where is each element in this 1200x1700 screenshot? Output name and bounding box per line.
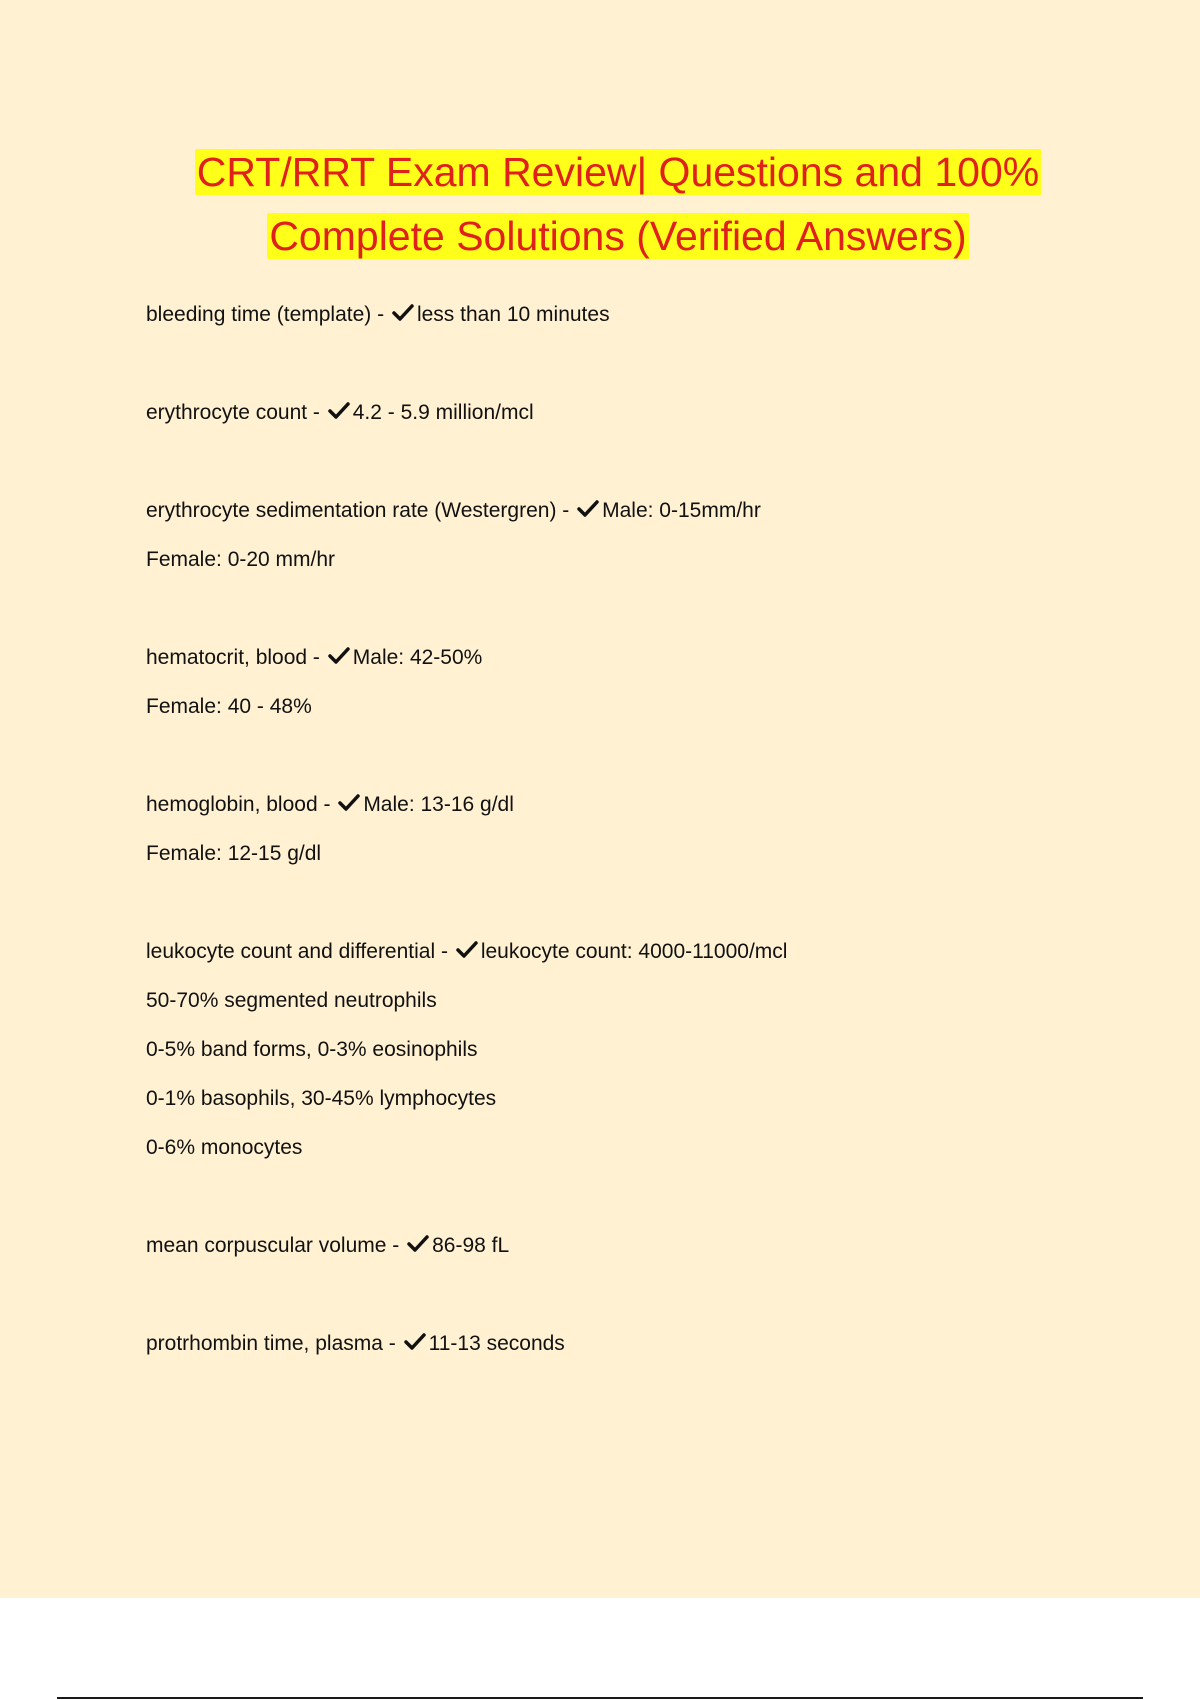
check-mark-icon xyxy=(404,1332,426,1352)
title-line-1: CRT/RRT Exam Review| Questions and 100% xyxy=(196,149,1040,195)
check-mark-icon xyxy=(338,793,360,813)
qa-line xyxy=(146,388,1146,437)
qa-line xyxy=(146,633,1146,682)
qa-line xyxy=(146,290,1146,339)
qa-entry xyxy=(146,780,1146,878)
answer-continuation: Female: 40 - 48% xyxy=(146,695,312,718)
answer-continuation: Female: 0-20 mm/hr xyxy=(146,548,336,571)
check-mark-icon xyxy=(328,401,350,421)
answer-continuation: 0-1% basophils, 30-45% lymphocytes xyxy=(146,1087,497,1110)
qa-entry xyxy=(146,290,1146,339)
title-line-2: Complete Solutions (Verified Answers) xyxy=(269,213,967,259)
answer-text: Male: 0-15mm/hr xyxy=(602,499,761,522)
answer-continuation: 0-5% band forms, 0-3% eosinophils xyxy=(146,1038,478,1061)
answer-continuation: 0-6% monocytes xyxy=(146,1136,303,1159)
qa-entry xyxy=(146,633,1146,731)
answer-text: 86-98 fL xyxy=(432,1234,510,1257)
answer-text: Male: 13-16 g/dl xyxy=(363,793,514,816)
question-text: leukocyte count and differential - xyxy=(146,940,448,963)
check-mark-icon xyxy=(328,646,350,666)
qa-entry xyxy=(146,1221,1146,1270)
question-text: erythrocyte count - xyxy=(146,401,320,424)
answer-continuation: Female: 12-15 g/dl xyxy=(146,842,322,865)
answer-continuation: 50-70% segmented neutrophils xyxy=(146,989,437,1012)
qa-entry xyxy=(146,1319,1146,1368)
question-text: hematocrit, blood - xyxy=(146,646,320,669)
answer-text: less than 10 minutes xyxy=(416,303,610,326)
qa-list xyxy=(146,290,1146,1417)
question-text: bleeding time (template) - xyxy=(146,303,385,326)
check-mark-icon xyxy=(407,1234,429,1254)
footer-divider xyxy=(57,1697,1143,1699)
qa-line xyxy=(146,1319,1146,1368)
answer-text: leukocyte count: 4000-11000/mcl xyxy=(480,940,788,963)
qa-entry xyxy=(146,927,1146,1172)
document-title xyxy=(0,140,1200,268)
qa-line xyxy=(146,1221,1146,1270)
qa-line xyxy=(146,780,1146,829)
qa-line xyxy=(146,927,1146,976)
answer-text: Male: 42-50% xyxy=(352,646,483,669)
question-text: mean corpuscular volume - xyxy=(146,1234,400,1257)
qa-line xyxy=(146,486,1146,535)
question-text: protrhombin time, plasma - xyxy=(146,1332,396,1355)
answer-text: 11-13 seconds xyxy=(428,1332,565,1355)
answer-text: 4.2 - 5.9 million/mcl xyxy=(352,401,534,424)
check-mark-icon xyxy=(577,499,599,519)
question-text: erythrocyte sedimentation rate (Westergren) - xyxy=(146,499,570,522)
question-text: hemoglobin, blood - xyxy=(146,793,331,816)
qa-entry xyxy=(146,486,1146,584)
check-mark-icon xyxy=(456,940,478,960)
qa-entry xyxy=(146,388,1146,437)
check-mark-icon xyxy=(392,303,414,323)
